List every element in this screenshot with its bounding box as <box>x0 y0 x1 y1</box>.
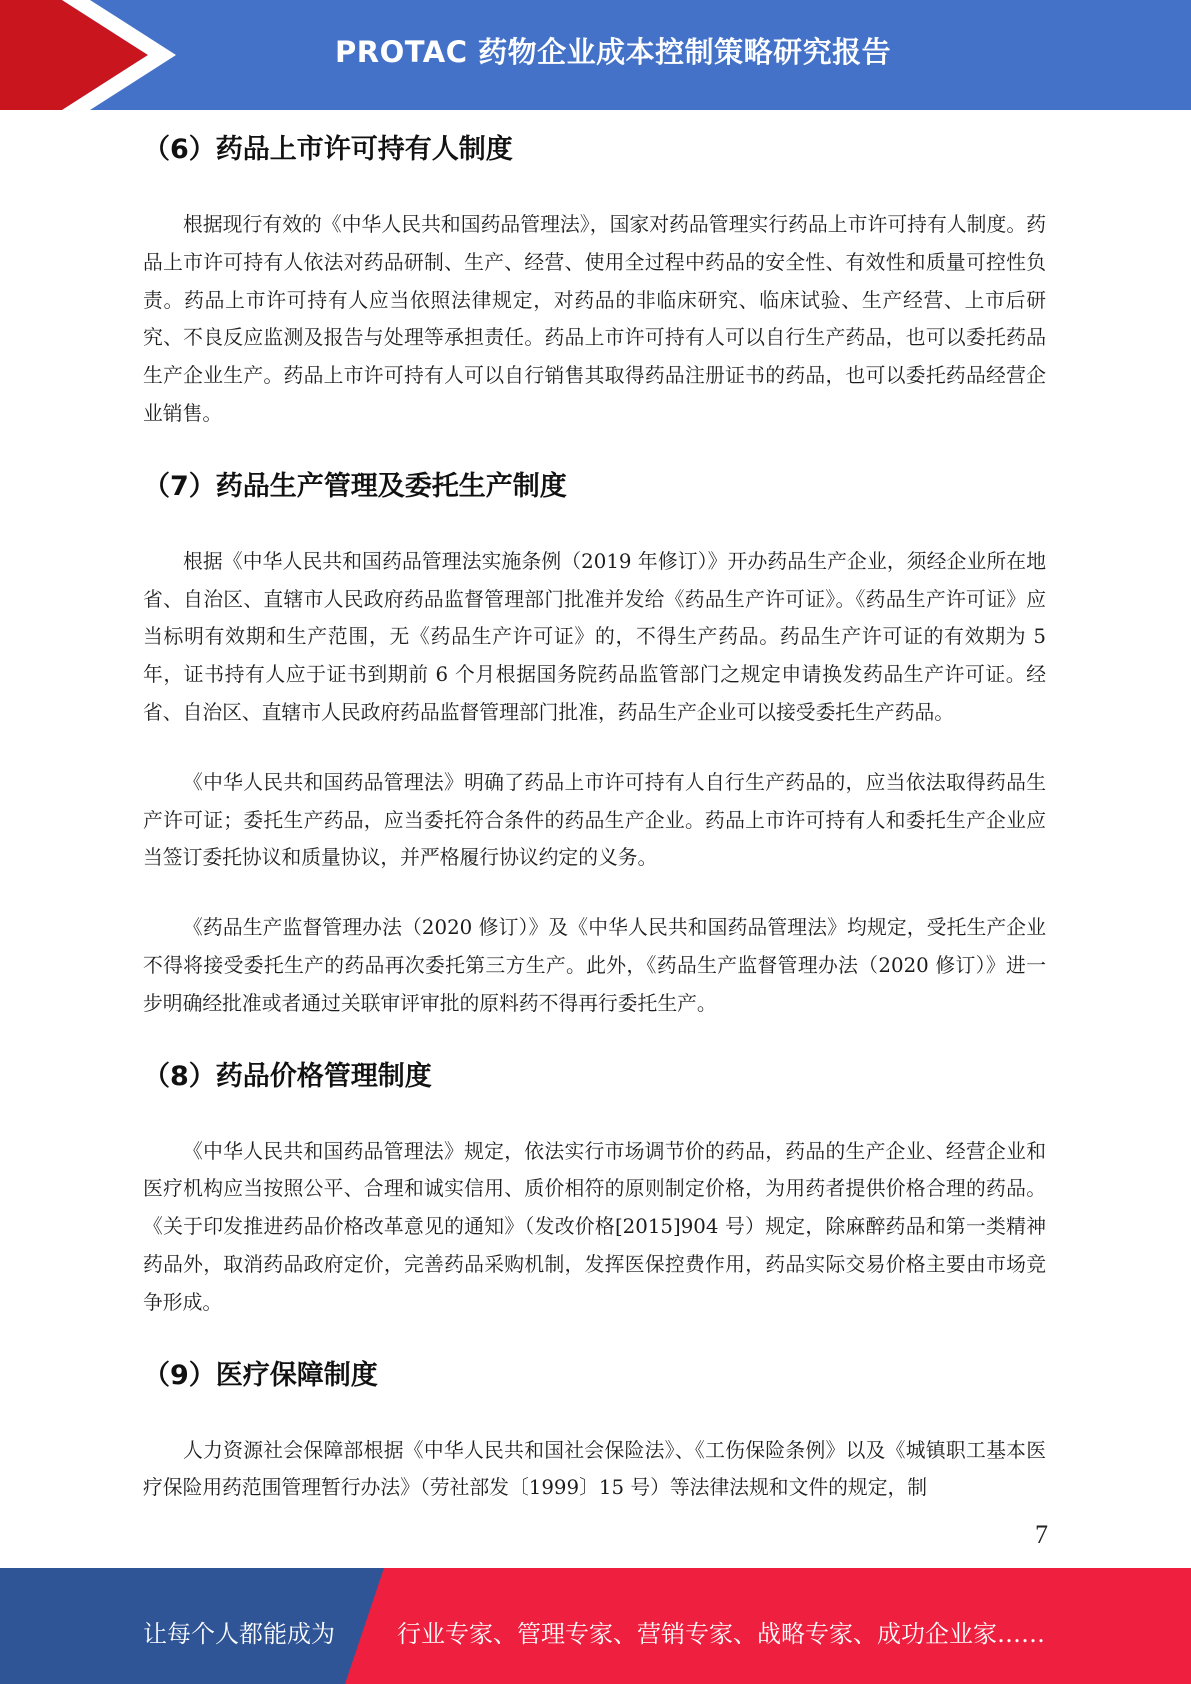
section-heading: （6）药品上市许可持有人制度 <box>143 134 513 165</box>
footer-slogan-left: 让每个人都能成为 <box>143 1620 335 1648</box>
paragraph: 根据《中华人民共和国药品管理法实施条例（2019 年修订）》开办药品生产企业，须经企业所在地省、自治区、直辖市人民政府药品监督管理部门批准并发给《药品生产许可证》。《药品生产许可证》应当标明有效期和生产范围，无《药品生产许可证》的，不得生产药品。药品生产许可证的有效期为 5 年，证书持有人应于证书到期前 6 个月根据国务院药品监管部门之规定申请换发药品生产许可证。经省、自治区、直辖市人民政府药品监督管理部门批准，药品生产企业可以接受委托生产药品。 <box>143 549 1046 724</box>
paragraph: 《药品生产监督管理办法（2020 修订）》及《中华人民共和国药品管理法》均规定，受托生产企业不得将接受委托生产的药品再次委托第三方生产。此外，《药品生产监督管理办法（2020 修订）》进一步明确经批准或者通过关联审评审批的原料药不得再行委托生产。 <box>143 916 1046 1015</box>
report-title: PROTAC 药物企业成本控制策略研究报告 <box>335 35 892 69</box>
paragraph: 《中华人民共和国药品管理法》规定，依法实行市场调节价的药品，药品的生产企业、经营企业和医疗机构应当按照公平、合理和诚实信用、质价相符的原则制定价格，为用药者提供价格合理的药品。《关于印发推进药品价格改革意见的通知》（发改价格[2015]904 号）规定，除麻醉药品和第一类精神药品外，取消药品政府定价，完善药品采购机制，发挥医保控费作用，药品实际交易价格主要由市场竞争形成。 <box>143 1139 1046 1314</box>
main-content <box>143 128 1046 1539</box>
page-number: 7 <box>1035 1520 1048 1549</box>
paragraph: 《中华人民共和国药品管理法》明确了药品上市许可持有人自行生产药品的，应当依法取得药品生产许可证；委托生产药品，应当委托符合条件的药品生产企业。药品上市许可持有人和委托生产企业应当签订委托协议和质量协议，并严格履行协议约定的义务。 <box>143 770 1046 870</box>
page-footer <box>0 1568 1191 1684</box>
paragraph: 人力资源社会保障部根据《中华人民共和国社会保险法》、《工伤保险条例》以及《城镇职工基本医疗保险用药范围管理暂行办法》（劳社部发〔1999〕15 号）等法律法规和文件的规定，制 <box>143 1438 1046 1500</box>
section-heading: （7）药品生产管理及委托生产制度 <box>143 470 567 502</box>
footer-slogan-right: 行业专家、管理专家、营销专家、战略专家、成功企业家…… <box>397 1620 1045 1648</box>
section-heading: （8）药品价格管理制度 <box>143 1060 432 1092</box>
paragraph: 根据现行有效的《中华人民共和国药品管理法》，国家对药品管理实行药品上市许可持有人制度。药品上市许可持有人依法对药品研制、生产、经营、使用全过程中药品的安全性、有效性和质量可控性负责。药品上市许可持有人应当依照法律规定，对药品的非临床研究、临床试验、生产经营、上市后研究、不良反应监测及报告与处理等承担责任。药品上市许可持有人可以自行生产药品，也可以委托药品生产企业生产。药品上市许可持有人可以自行销售其取得药品注册证书的药品，也可以委托药品经营企业销售。 <box>143 213 1046 425</box>
section-heading: （9）医疗保障制度 <box>143 1359 378 1391</box>
page-header <box>0 0 1191 110</box>
